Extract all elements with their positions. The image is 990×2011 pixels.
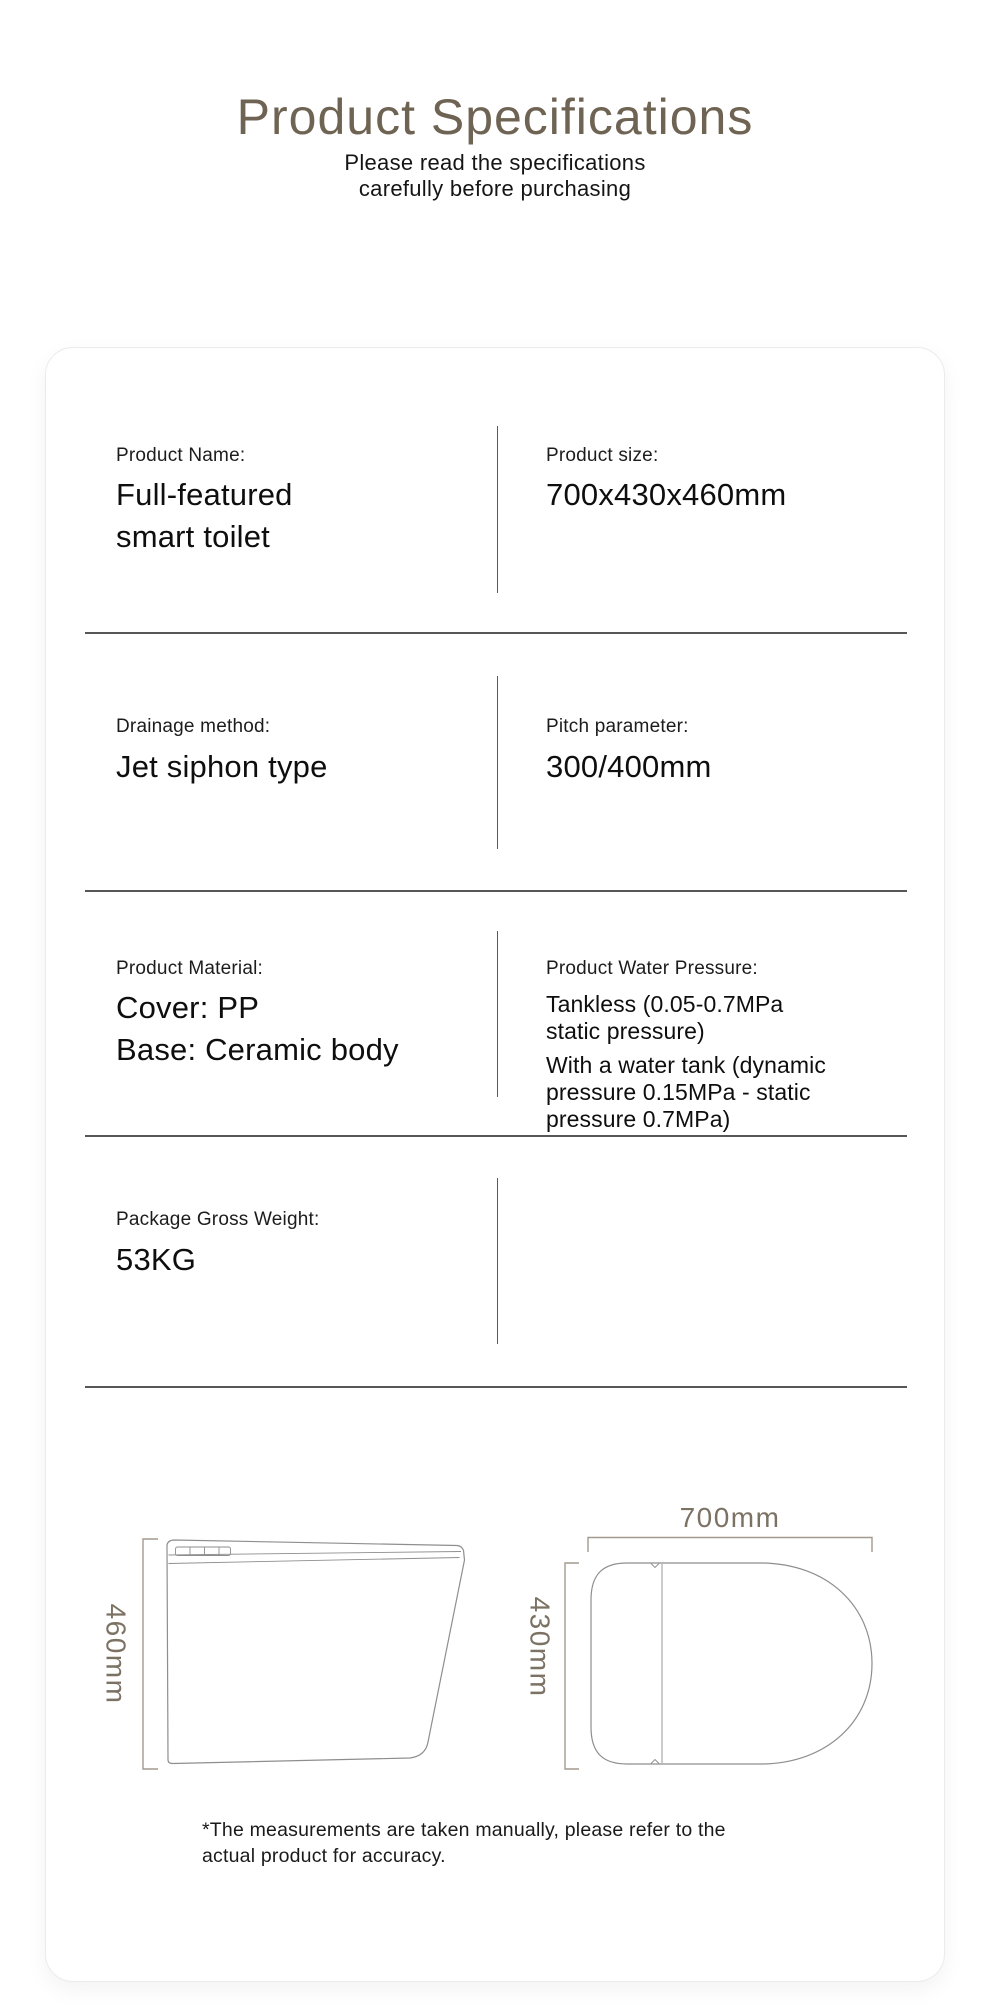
column-divider — [497, 426, 498, 593]
page-subtitle-line2: carefully before purchasing — [358, 176, 632, 201]
row-divider — [85, 890, 907, 892]
footnote-line2: actual product for accuracy. — [202, 1845, 446, 1867]
spec-label-drainage-method: Drainage method: — [116, 716, 271, 737]
spec-value-line: smart toilet — [116, 519, 270, 554]
column-divider — [497, 931, 498, 1097]
spec-label-gross-weight: Package Gross Weight: — [116, 1209, 320, 1230]
spec-value-pitch-parameter — [546, 746, 712, 788]
spec-value-line: Full-featured — [116, 477, 293, 512]
page-title: Product Specifications — [236, 89, 754, 145]
dim-label-depth: 430mm — [524, 1596, 556, 1698]
column-divider — [497, 676, 498, 849]
page-subtitle-line1: Please read the specifications — [344, 150, 646, 175]
width-dimension-bracket — [588, 1538, 872, 1553]
depth-dimension-bracket — [565, 1563, 579, 1769]
footnote-line1: *The measurements are taken manually, please refer to the — [202, 1819, 726, 1841]
spec-label-product-name: Product Name: — [116, 445, 246, 466]
spec-value-gross-weight — [116, 1239, 196, 1281]
spec-value-line: Cover: PP — [116, 990, 260, 1025]
spec-label-product-size: Product size: — [546, 445, 659, 466]
footnote — [202, 1817, 726, 1869]
spec-value-line: Tankless (0.05-0.7MPa — [546, 991, 784, 1017]
spec-label-product-material: Product Material: — [116, 958, 264, 979]
spec-value-line: 53KG — [116, 1242, 197, 1277]
height-dimension-bracket — [143, 1539, 158, 1769]
spec-value-line: Jet siphon type — [116, 749, 328, 784]
spec-value-product-material — [116, 987, 399, 1071]
spec-value-drainage-method — [116, 746, 328, 788]
dim-label-height: 460mm — [100, 1603, 132, 1705]
row-divider — [85, 1135, 907, 1137]
spec-value-paragraph — [546, 1052, 826, 1133]
dim-label-width: 700mm — [679, 1502, 781, 1533]
top-view-drawing — [591, 1563, 872, 1764]
spec-value-product-name — [116, 474, 293, 558]
spec-value-line: Base: Ceramic body — [116, 1032, 399, 1067]
spec-value-line: 700x430x460mm — [546, 477, 787, 512]
row-divider — [85, 632, 907, 634]
spec-label-pitch-parameter: Pitch parameter: — [546, 716, 689, 737]
spec-value-line: With a water tank (dynamic — [546, 1052, 826, 1078]
spec-label-water-pressure: Product Water Pressure: — [546, 958, 758, 979]
spec-value-line: 300/400mm — [546, 749, 712, 784]
page-subtitle — [0, 150, 990, 202]
spec-value-line: static pressure) — [546, 1018, 705, 1044]
spec-value-product-size — [546, 474, 786, 516]
side-view-drawing — [167, 1540, 465, 1764]
spec-value-line: pressure 0.15MPa - static — [546, 1079, 811, 1105]
column-divider — [497, 1178, 498, 1344]
dimension-diagram — [46, 1471, 944, 1816]
row-divider — [85, 1386, 907, 1388]
spec-card — [45, 347, 945, 1982]
spec-value-line: pressure 0.7MPa) — [546, 1106, 731, 1132]
spec-value-water-pressure — [546, 991, 826, 1133]
